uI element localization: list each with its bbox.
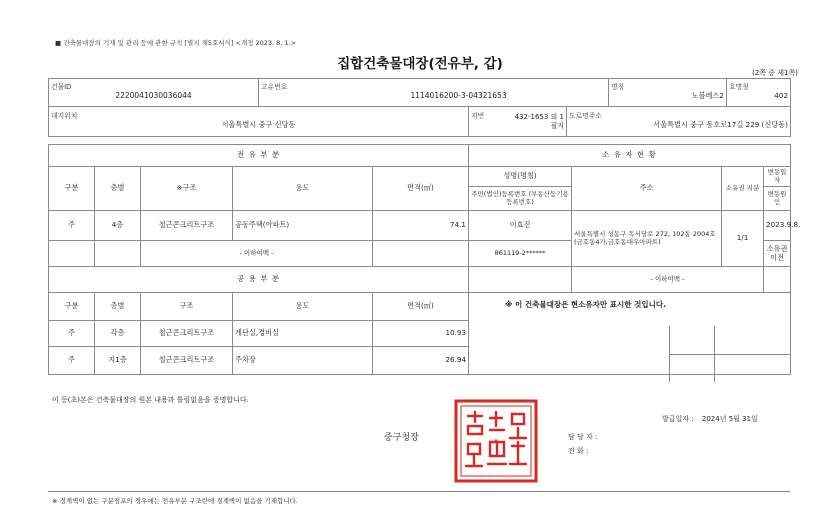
common-floor-2: 지1층 [95,347,141,375]
common-floor-1: 각층 [95,321,141,347]
col-use: 용도 [233,167,373,211]
main-table [48,144,801,375]
common-col-structure: 구조 [141,293,233,321]
building-name: 노블레스2 [691,91,725,101]
exclusive-section-header: 전 유 부 분 [49,145,469,167]
page-number: (2쪽 중 제1쪽) [752,69,798,77]
common-type-2: 주 [49,347,95,375]
common-use-2: 주차장 [233,347,373,375]
col-floor: 층별 [95,167,141,211]
common-structure-2: 철근콘크리트구조 [141,347,233,375]
phone-label: 전 화 : [568,447,589,455]
col-change-reason: 변동원인 [764,187,791,211]
col-owner-id: 주민(법인)등록번호 (부동산등기용등록번호) [469,187,572,211]
common-use-1: 계단실,경비실 [233,321,373,347]
unit-cell: 호명칭 402 [727,79,791,107]
issuing-office: 중구청장 [384,433,419,443]
unit-name: 402 [774,91,789,101]
svg-text:✦: ✦ [493,438,499,444]
owner-address: 서울특별시 성동구 독서당로 272, 102동 2004호 (금호동4가,금호동대우아파트) [572,211,722,267]
lot-cell: 지번 432-1653 외 1필지 [469,107,567,137]
building-id: 2220041030036044 [115,91,192,101]
common-type-1: 주 [49,321,95,347]
owner-blank: - 이하여백 - [572,267,764,293]
road-cell: 도로명주소 서울특별시 중구 동호로17길 229 (신당동) [567,107,791,137]
contact-block [568,430,597,458]
partition-note: ※ 경계벽이 없는 구분점포의 경우에는 전유부분 구조란에 경계벽이 없음을 기재합니다. [52,497,298,505]
change-date: 2023.9.8. [764,211,791,241]
excl-area: 74.1 [373,211,469,241]
common-col-floor: 층별 [95,293,141,321]
col-structure: ※구조 [141,167,233,211]
site-location: 서울특별시 중구 신당동 [221,120,296,130]
col-type: 구분 [49,167,95,211]
excl-use: 공동주택(아파트) [233,211,373,241]
common-col-area: 면적(㎡) [373,293,469,321]
footer-divider [48,491,790,492]
col-owner-address: 주소 [572,167,722,211]
name-cell: 명칭 노블레스2 [609,79,727,107]
common-structure-1: 철근콘크리트구조 [141,321,233,347]
col-share: 소유권 지분 [722,167,764,211]
regulation-note: ■ 건축물대장의 기재 및 관리 등에 관한 규칙 [별지 제5호서식] <개정 2023. 8. 1.> [55,39,297,47]
owner-section-header: 소 유 자 현 황 [469,145,791,167]
common-col-type: 구분 [49,293,95,321]
site-cell: 대지위치 서울특별시 중구 신당동 [49,107,469,137]
unique-no-cell: 고유번호 1114016200-3-04321653 [259,79,609,107]
excl-floor: 4층 [95,211,141,241]
issue-date: 2024년 5월 31일 [701,415,758,423]
common-col-use: 용도 [233,293,373,321]
owner-id: 861119-2****** [469,241,572,267]
lot-number: 432-1653 외 1필지 [514,113,564,130]
issue-date-label: 발급일자 : [662,415,694,423]
common-section-header: 공 용 부 분 [49,267,469,293]
certification-text: 이 등(초)본은 건축물대장의 원본 내용과 틀림없음을 증명합니다. [52,396,249,404]
change-reason: 소유권이전 [764,241,791,267]
common-area-2: 26.94 [373,347,469,375]
issue-date-line [662,414,758,424]
col-area: 면적(㎡) [373,167,469,211]
official-seal-icon [452,398,540,484]
owner-name: 이효진 [469,211,572,241]
building-header-table [48,78,791,107]
owner-notice: ※ 이 건축물대장은 현소유자만 표시한 것입니다. [505,300,666,309]
excl-structure: 철근콘크리트구조 [141,211,233,241]
col-change-date: 변동일자 [764,167,791,187]
owner-share: 1/1 [722,211,764,267]
document-title: 집합건축물대장(전유부, 갑) [337,56,503,72]
building-id-cell: 건물ID 2220041030036044 [49,79,259,107]
owner-notice-cell [469,293,791,375]
road-address: 서울특별시 중구 동호로17길 229 (신당동) [653,120,788,130]
col-owner-name: 성명(명칭) [469,167,572,187]
unique-no: 1114016200-3-04321653 [410,91,507,101]
site-table [48,106,791,137]
person-in-charge-label: 담 당 자 : [568,433,598,441]
excl-type: 주 [49,211,95,241]
excl-blank: - 이하여백 - [141,241,373,267]
common-area-1: 10.93 [373,321,469,347]
